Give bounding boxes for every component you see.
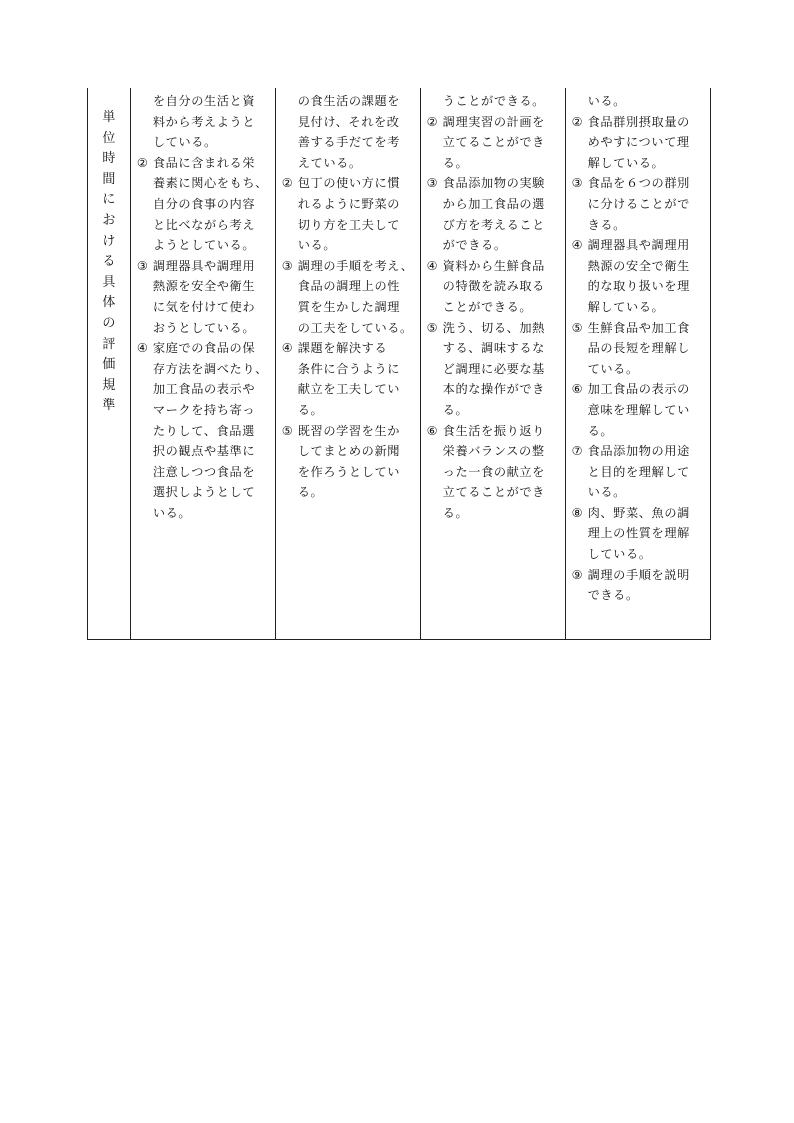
item-text-line: ている。 (587, 361, 639, 376)
criteria-item (427, 173, 561, 255)
item-number: ② (281, 176, 294, 191)
item-text-line: る。 (297, 402, 324, 417)
criteria-item (137, 338, 271, 523)
item-text-line: 立てることができ (442, 485, 545, 500)
item-text-line: 課題を解決する (297, 341, 388, 356)
item-number: ⑤ (281, 423, 294, 438)
item-text-line: めやすについて理 (587, 135, 690, 150)
criteria-item (282, 421, 416, 503)
criteria-column-4 (566, 88, 710, 639)
item-text-line: 肉、野菜、魚の調 (587, 505, 690, 520)
item-text-line: 理上の性質を理解 (587, 526, 690, 541)
item-text-line: 加工食品の表示の (587, 382, 690, 397)
item-text-line: 栄養バランスの整 (442, 444, 545, 459)
criteria-item (572, 91, 706, 112)
item-text-line: 切り方を工夫して (297, 217, 401, 232)
item-text-line: る。 (442, 402, 469, 417)
item-text-line: に気を付けて使わ (152, 299, 256, 314)
item-number: ③ (136, 258, 149, 273)
item-text-line: 生鮮食品や加工食 (587, 320, 690, 335)
item-text-line: 注意しつつ食品を (152, 464, 256, 479)
criteria-item (427, 91, 561, 112)
item-text-line: おうとしている。 (152, 320, 256, 335)
item-text-line: 調理の手順を説明 (587, 567, 690, 582)
criteria-item (572, 503, 706, 565)
evaluation-criteria-table (87, 88, 711, 640)
item-text-line: いる。 (587, 94, 626, 108)
item-text-line: いる。 (152, 505, 192, 520)
item-text-line: 既習の学習を生か (297, 423, 401, 438)
item-text-line: 自分の食事の内容 (152, 196, 256, 211)
row-label-char: 時 (102, 151, 116, 167)
item-text-line: 立てることができ (442, 135, 545, 150)
item-text-line: している。 (587, 547, 652, 562)
item-text-line: 食品の調理上の性 (297, 279, 401, 294)
item-text-line: している。 (152, 135, 217, 150)
criteria-item (572, 318, 706, 380)
criteria-item (572, 235, 706, 317)
row-label-char: 単 (102, 110, 116, 125)
row-label-char: る (102, 254, 116, 270)
item-text-line: できる。 (587, 588, 639, 603)
criteria-item (137, 91, 271, 153)
criteria-item (572, 112, 706, 174)
item-text-line: 料から考えようと (152, 114, 256, 129)
item-text-line: いる。 (297, 238, 337, 253)
criteria-item (572, 565, 706, 606)
item-text-line: る。 (442, 155, 469, 170)
row-label-cell (88, 88, 131, 639)
item-text-line: ができる。 (442, 238, 507, 253)
criteria-item (282, 173, 416, 255)
item-text-line: してまとめの新聞 (297, 444, 401, 459)
criteria-item (427, 421, 561, 524)
row-label-char: け (102, 233, 116, 249)
item-text-line: 条件に合うように (297, 361, 401, 376)
criteria-list (572, 91, 706, 606)
item-number: ④ (571, 238, 584, 253)
item-text-line: 質を生かした調理 (297, 299, 401, 314)
row-label-char: お (102, 212, 116, 228)
criteria-column-1 (131, 88, 276, 639)
item-text-line: 資料から生鮮食品 (442, 258, 545, 273)
item-text-line: び方を考えること (442, 217, 545, 232)
item-text-line: に分けることがで (587, 196, 690, 211)
item-number: ④ (426, 258, 439, 273)
item-text-line: 熱源の安全で衛生 (587, 258, 690, 273)
item-text-line: 択の観点や基準に (152, 444, 256, 459)
item-text-line: 食品群別摂取量の (587, 114, 690, 129)
row-label-char: 規 (102, 377, 116, 393)
item-number: ⑦ (571, 444, 584, 459)
criteria-item (427, 256, 561, 318)
row-label-char: に (102, 192, 116, 208)
criteria-item (427, 318, 561, 421)
criteria-item (427, 112, 561, 174)
item-text-line: いる。 (587, 485, 626, 500)
item-text-line: る。 (297, 485, 324, 500)
criteria-item (137, 153, 271, 256)
item-text-line: を作ろうとしてい (297, 464, 401, 479)
item-text-line: 本的な操作ができ (442, 382, 545, 397)
item-text-line: を自分の生活と資 (152, 94, 256, 108)
item-number: ③ (571, 176, 584, 191)
item-text-line: 的な取り扱いを理 (587, 279, 690, 294)
item-text-line: ことができる。 (442, 299, 533, 314)
item-number: ② (571, 114, 584, 129)
item-number: ⑥ (571, 382, 584, 397)
item-text-line: 善する手だてを考 (297, 135, 401, 150)
item-text-line: れるように野菜の (297, 196, 401, 211)
item-number: ③ (281, 258, 294, 273)
item-text-line: えている。 (297, 155, 362, 170)
item-number: ⑤ (571, 320, 584, 335)
item-number: ⑨ (571, 567, 584, 582)
item-number: ⑧ (571, 505, 584, 520)
item-text-line: 家庭での食品の保 (152, 341, 256, 356)
item-text-line: った一食の献立を (442, 464, 545, 479)
row-label-char: 評 (102, 336, 116, 352)
item-text-line: 意味を理解してい (587, 402, 690, 417)
item-text-line: ど調理に必要な基 (442, 361, 545, 376)
row-label-vertical (88, 108, 130, 417)
criteria-item (282, 338, 416, 420)
item-text-line: 解している。 (587, 155, 665, 170)
item-text-line: する、調味するな (442, 341, 545, 356)
item-number: ② (136, 155, 149, 170)
row-label-char: 体 (102, 295, 116, 311)
item-text-line: 食品を６つの群別 (587, 176, 690, 191)
row-label-char: 間 (102, 171, 116, 187)
item-text-line: うことができる。 (442, 94, 545, 108)
criteria-list (282, 91, 416, 503)
item-text-line: 洗う、切る、加熱 (442, 320, 545, 335)
row-label-char: 価 (102, 357, 116, 373)
item-text-line: 熱源を安全や衛生 (152, 279, 256, 294)
item-text-line: の食生活の課題を (297, 94, 401, 108)
criteria-list (427, 91, 561, 523)
item-text-line: ようとしている。 (152, 238, 256, 253)
item-text-line: と比べながら考え (152, 217, 256, 232)
item-text-line: 調理実習の計画を (442, 114, 545, 129)
item-text-line: マークを持ち寄っ (152, 402, 256, 417)
criteria-column-2 (276, 88, 421, 639)
row-label-char: 位 (102, 130, 116, 146)
criteria-item (282, 91, 416, 173)
criteria-item (572, 173, 706, 235)
item-text-line: と目的を理解して (587, 464, 690, 479)
item-text-line: 選択しようとして (152, 485, 256, 500)
item-text-line: 食品に含まれる栄 (152, 155, 256, 170)
criteria-list (137, 91, 271, 523)
item-number: ② (426, 114, 439, 129)
item-text-line: 食生活を振り返り (442, 423, 545, 438)
item-number: ⑤ (426, 320, 439, 335)
item-text-line: 品の長短を理解し (587, 341, 690, 356)
item-number: ⑥ (426, 423, 439, 438)
item-text-line: きる。 (587, 217, 626, 232)
item-number: ④ (136, 341, 149, 356)
criteria-column-3 (421, 88, 566, 639)
criteria-item (137, 256, 271, 338)
item-text-line: 調理器具や調理用 (587, 238, 690, 253)
item-number: ④ (281, 341, 294, 356)
criteria-item (282, 256, 416, 338)
criteria-item (572, 441, 706, 503)
item-text-line: の特徴を読み取る (442, 279, 545, 294)
item-text-line: の工夫をしている。 (297, 320, 413, 335)
item-text-line: 調理器具や調理用 (152, 258, 256, 273)
item-text-line: 加工食品の表示や (152, 382, 256, 397)
item-text-line: 献立を工夫してい (297, 382, 401, 397)
criteria-item (572, 379, 706, 441)
row-label-char: の (102, 315, 116, 331)
item-text-line: る。 (587, 423, 614, 438)
item-number: ③ (426, 176, 439, 191)
item-text-line: る。 (442, 505, 469, 520)
item-text-line: 食品添加物の用途 (587, 444, 690, 459)
row-label-char: 準 (102, 398, 116, 414)
item-text-line: 包丁の使い方に慣 (297, 176, 401, 191)
item-text-line: 見付け、それを改 (297, 114, 400, 129)
item-text-line: 養素に関心をもち、 (152, 176, 268, 191)
row-label-char: 具 (102, 274, 116, 290)
item-text-line: 解している。 (587, 299, 665, 314)
item-text-line: 調理の手順を考え、 (297, 258, 414, 273)
item-text-line: たりして、食品選 (152, 423, 255, 438)
item-text-line: から加工食品の選 (442, 196, 545, 211)
item-text-line: 存方法を調べたり、 (152, 361, 268, 376)
item-text-line: 食品添加物の実験 (442, 176, 545, 191)
